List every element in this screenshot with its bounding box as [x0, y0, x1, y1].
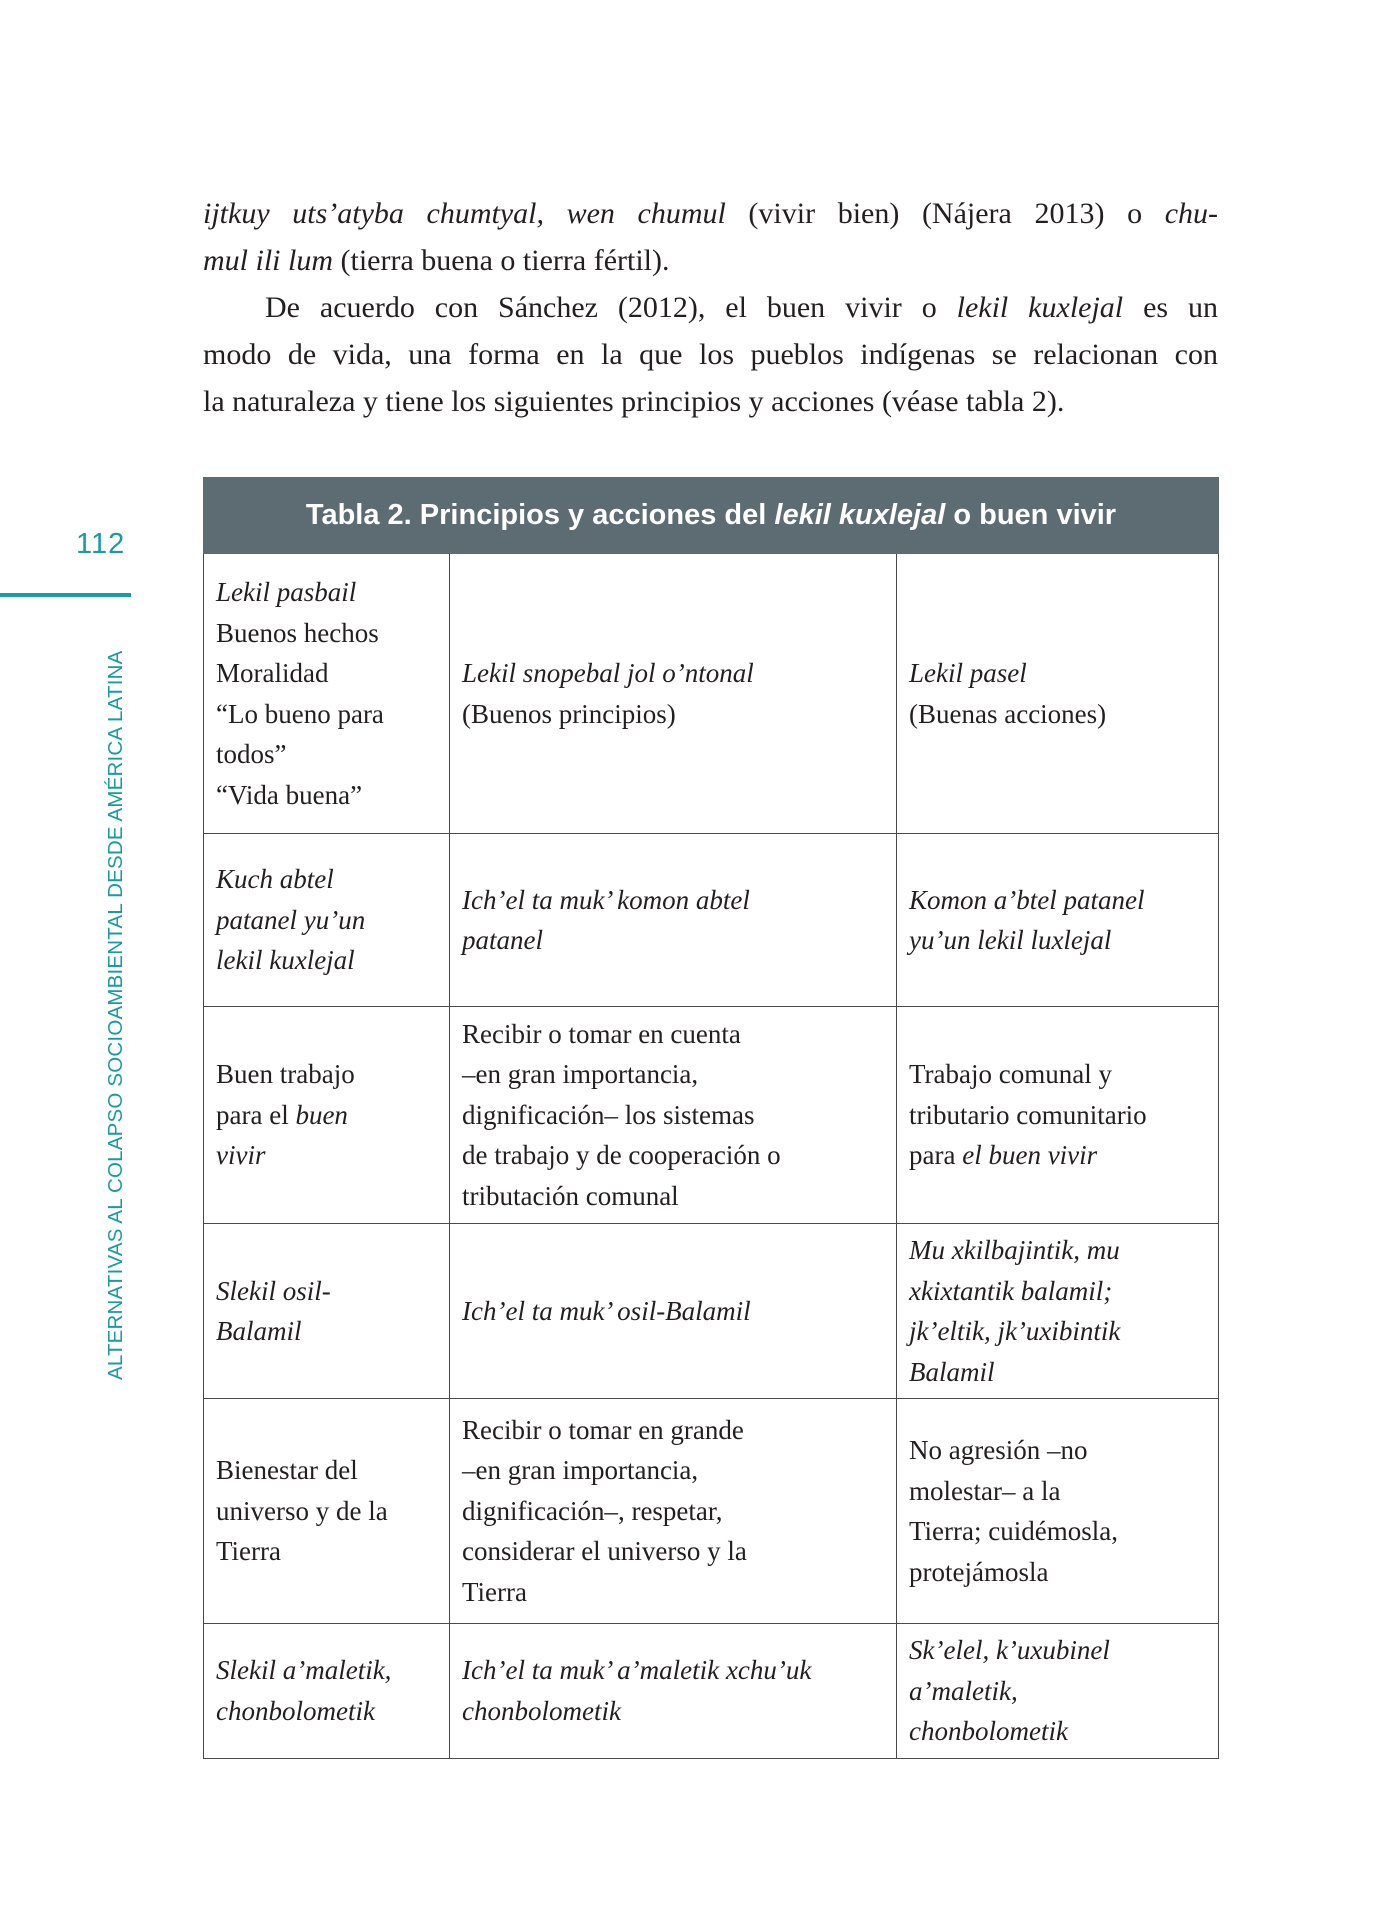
table-cell — [204, 1624, 450, 1759]
text-span: (vivir bien) (Nájera 2013) o — [725, 197, 1165, 230]
paragraph-1-line-2 — [203, 237, 1218, 284]
cell-line: Recibir o tomar en cuenta — [462, 1018, 741, 1049]
cell-line: considerar el universo y la — [462, 1536, 747, 1567]
cell-line: Ich’el ta muk’ osil-Balamil — [462, 1295, 751, 1326]
cell-line: Mu xkilbajintik, mu — [909, 1235, 1120, 1265]
text-span: (tierra buena o tierra fértil). — [333, 244, 670, 277]
side-rule — [0, 593, 131, 597]
paragraph-2-line-1 — [203, 284, 1218, 331]
cell-line: Sk’elel, k’uxubinel — [909, 1635, 1110, 1665]
table-cell — [450, 1399, 897, 1624]
cell-line: Trabajo comunal y — [909, 1059, 1112, 1090]
cell-line: lekil kuxlejal — [216, 945, 355, 976]
cell-line: tributación comunal — [462, 1180, 679, 1211]
cell-line: protejámosla — [909, 1556, 1049, 1587]
cell-line: Tierra — [216, 1536, 281, 1567]
cell-line: Slekil a’maletik, — [216, 1655, 392, 1686]
text-span: es un — [1123, 291, 1218, 324]
cell-line: –en gran importancia, — [462, 1059, 699, 1090]
cell-line: molestar– a la — [909, 1475, 1061, 1506]
cell-line: “Vida buena” — [216, 779, 363, 810]
text-span: De acuerdo con Sánchez (2012), el buen vivir o — [265, 291, 957, 324]
table-cell — [204, 1007, 450, 1224]
cell-line: tributario comunitario — [909, 1099, 1147, 1130]
cell-line: dignificación– los sistemas — [462, 1099, 755, 1130]
cell-line: Buen trabajo — [216, 1059, 355, 1090]
cell-line: dignificación–, respetar, — [462, 1495, 723, 1526]
table-row — [204, 1624, 1219, 1759]
running-head: ALTERNATIVAS AL COLAPSO SOCIOAMBIENTAL DESDE AMÉRICA LATINA — [104, 650, 127, 1380]
table-cell — [204, 554, 450, 834]
table-cell — [897, 1624, 1219, 1759]
page-number: 112 — [76, 528, 126, 560]
cell-line — [216, 1095, 437, 1136]
paragraph-2-line-3: la naturaleza y tiene los siguientes principios y acciones (véase tabla 2). — [203, 385, 1065, 418]
principles-table — [203, 477, 1219, 1759]
cell-line: jk’eltik, jk’uxibintik — [909, 1316, 1121, 1346]
cell-line: de trabajo y de cooperación o — [462, 1140, 781, 1171]
cell-line: Komon a’btel patanel — [909, 884, 1145, 915]
cell-line: (Buenas acciones) — [909, 698, 1107, 729]
table-cell — [204, 1224, 450, 1399]
cell-line: chonbolometik — [909, 1716, 1068, 1746]
table-row — [204, 1224, 1219, 1399]
text-span: para — [909, 1140, 963, 1171]
table-cell — [204, 834, 450, 1007]
table-cell — [450, 834, 897, 1007]
cell-line: Ich’el ta muk’ a’maletik xchu’uk — [462, 1655, 812, 1686]
cell-line: Slekil osil- — [216, 1275, 331, 1306]
table-row — [204, 1007, 1219, 1224]
cell-line: a’maletik, — [909, 1675, 1018, 1706]
cell-line: todos” — [216, 739, 287, 769]
cell-line: Buenos hechos — [216, 617, 379, 648]
table-cell — [897, 1399, 1219, 1624]
text-italic: mul ili lum — [203, 244, 334, 277]
cell-line: universo y de la — [216, 1495, 388, 1526]
table-row — [204, 554, 1219, 834]
table-cell — [450, 1624, 897, 1759]
table-title-text: o buen vivir — [945, 499, 1117, 531]
table-row — [204, 834, 1219, 1007]
paragraph-2 — [203, 284, 1218, 425]
cell-line: patanel yu’un — [216, 904, 366, 935]
table-cell — [450, 554, 897, 834]
cell-line: “Lo bueno para — [216, 698, 384, 729]
table-cell — [897, 1224, 1219, 1399]
text-italic: buen — [295, 1099, 348, 1130]
table-title-italic: lekil kuxlejal — [774, 499, 946, 531]
cell-line: Recibir o tomar en grande — [462, 1414, 744, 1445]
cell-line: xkixtantik balamil; — [909, 1275, 1113, 1306]
table-cell — [897, 834, 1219, 1007]
table-cell — [897, 1007, 1219, 1224]
cell-line: No agresión –no — [909, 1435, 1088, 1465]
paragraph-2-line-2: modo de vida, una forma en la que los pueblos indígenas se relacionan con — [203, 338, 1218, 371]
cell-line: Ich’el ta muk’ komon abtel — [462, 884, 750, 915]
text-italic: chu- — [1164, 197, 1218, 230]
table-title — [204, 478, 1219, 554]
cell-line: chonbolometik — [216, 1695, 375, 1726]
cell-line: Balamil — [909, 1356, 995, 1387]
table-header-row — [204, 478, 1219, 554]
cell-line: Bienestar del — [216, 1455, 358, 1486]
cell-line — [909, 1135, 1206, 1176]
table-cell — [897, 554, 1219, 834]
text-span: para el — [216, 1099, 296, 1130]
table-title-text: Tabla 2. Principios y acciones del — [305, 499, 775, 531]
text-italic: lekil kuxlejal — [956, 291, 1124, 324]
cell-line: vivir — [216, 1140, 266, 1171]
cell-line: –en gran importancia, — [462, 1455, 699, 1486]
cell-line: yu’un lekil luxlejal — [909, 925, 1112, 955]
table-row — [204, 1399, 1219, 1624]
cell-line: patanel — [462, 925, 543, 955]
cell-line: Lekil snopebal jol o’ntonal — [462, 658, 754, 688]
cell-line: Balamil — [216, 1316, 302, 1346]
body-text — [203, 190, 1218, 425]
table-cell — [450, 1007, 897, 1224]
cell-line: Moralidad — [216, 658, 329, 688]
paragraph-1 — [203, 190, 1218, 284]
paragraph-1-line-1 — [203, 190, 1218, 237]
cell-line: (Buenos principios) — [462, 698, 676, 729]
cell-line: Kuch abtel — [216, 864, 334, 895]
cell-line: Tierra; cuidémosla, — [909, 1516, 1118, 1546]
table-cell — [450, 1224, 897, 1399]
cell-line: Tierra — [462, 1576, 527, 1607]
cell-line: chonbolometik — [462, 1695, 621, 1726]
cell-line: Lekil pasel — [909, 658, 1027, 688]
text-italic: ijtkuy uts’atyba chumtyal, wen chumul — [203, 197, 726, 230]
cell-line: Lekil pasbail — [216, 577, 357, 607]
text-italic: el buen vivir — [962, 1140, 1098, 1171]
table-cell — [204, 1399, 450, 1624]
